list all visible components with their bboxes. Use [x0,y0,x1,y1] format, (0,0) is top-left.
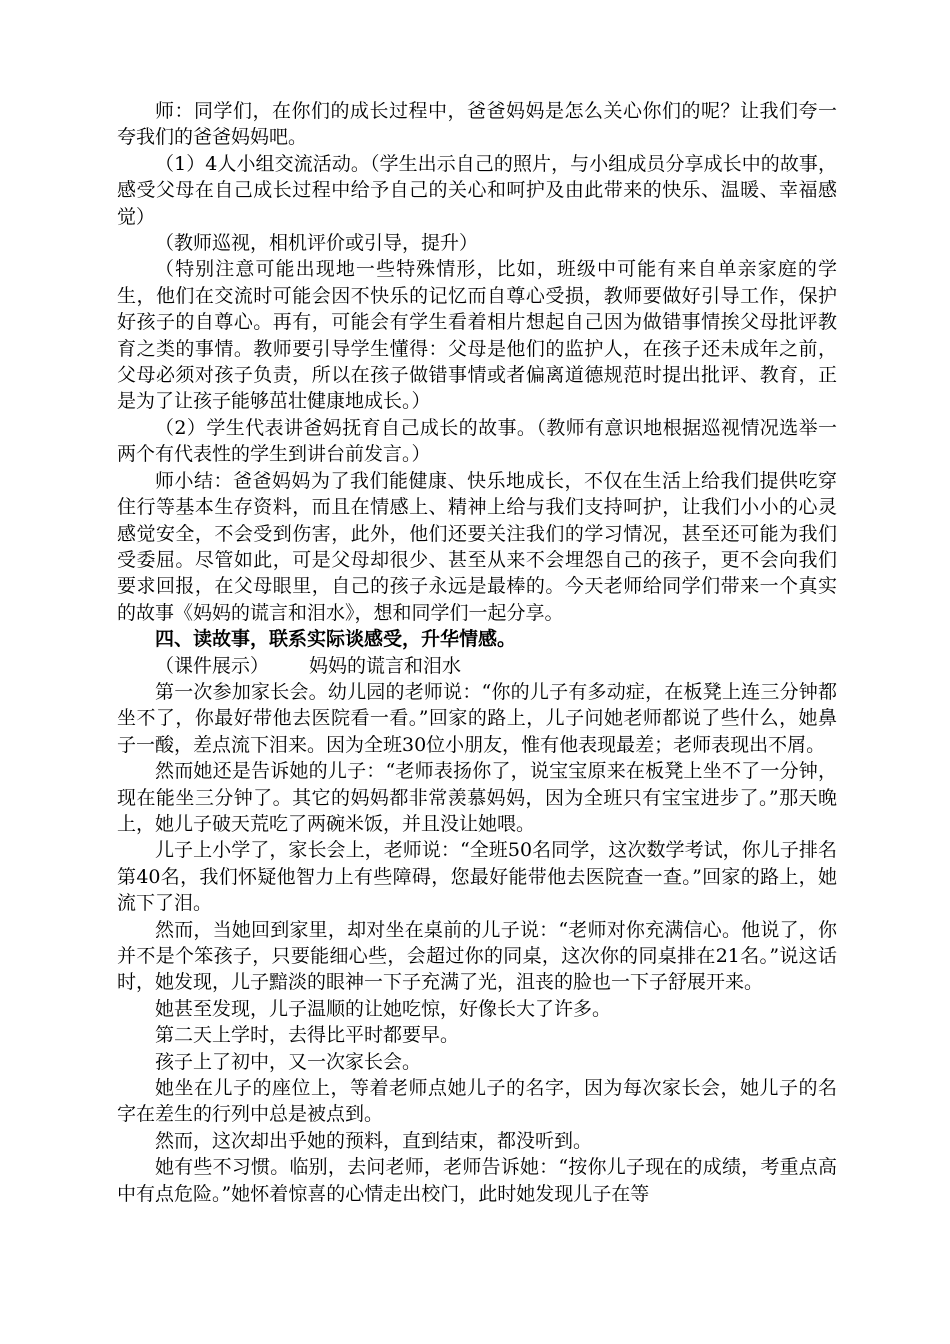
story-paragraph: 然而她还是告诉她的儿子：“老师表扬你了，说宝宝原来在板凳上坐不了一分钟，现在能坐三分钟了。其它的妈妈都非常羡慕妈妈，因为全班只有宝宝进步了。”那天晚上，她儿子破天荒吃了两碗米饭，并且没让她喂。 [117,760,837,835]
paragraph-teacher-summary: 师小结：爸爸妈妈为了我们能健康、快乐地成长，不仅在生活上给我们提供吃穿住行等基本生存资料，而且在情感上、精神上给与我们支持呵护，让我们小小的心灵感觉安全，不会受到伤害，此外，他们还要关注我们的学习情况，甚至还可能为我们受委屈。尽管如此，可是父母却很少、甚至从来不会埋怨自己的孩子，更不会向我们要求回报，在父母眼里，自己的孩子永远是最棒的。今天老师给同学们带来一个真实的故事《妈妈的谎言和泪水》，想和同学们一起分享。 [117,469,837,624]
story-title: 妈妈的谎言和泪水 [309,654,462,677]
section-heading: 四、读故事，联系实际谈感受，升华情感。 [155,628,517,651]
story-paragraph: 第二天上学时，去得比平时都要早。 [155,1024,460,1047]
story-paragraph: 然而，这次却出乎她的预料，直到结束，都没听到。 [155,1129,593,1152]
paragraph-student-story: （2）学生代表讲爸妈抚育自己成长的故事。（教师有意识地根据巡视情况选举一两个有代表性的学生到讲台前发言。） [117,416,837,466]
story-paragraph: 第一次参加家长会。幼儿园的老师说：“你的儿子有多动症，在板凳上连三分钟都坐不了，你最好带他去医院看一看。”回家的路上，儿子问她老师都说了些什么，她鼻子一酸，差点流下泪来。因为全班30位小朋友，惟有他表现最差；老师表现出不屑。 [117,680,837,756]
courseware-line [117,653,837,679]
story-paragraph: 她坐在儿子的座位上，等着老师点她儿子的名字，因为每次家长会，她儿子的名字在差生的行列中总是被点到。 [117,1077,837,1126]
story-paragraph: 她有些不习惯。临别，去问老师，老师告诉她：“按你儿子现在的成绩，考重点高中有点危险。”她怀着惊喜的心情走出校门，此时她发现儿子在等 [117,1156,837,1205]
story-paragraph: 孩子上了初中，又一次家长会。 [155,1050,422,1073]
paragraph-special-note: （特别注意可能出现地一些特殊情形，比如，班级中可能有来自单亲家庭的学生，他们在交流时可能会因不快乐的记忆而自尊心受损，教师要做好引导工作，保护好孩子的自尊心。再有，可能会有学生看着相片想起自己因为做错事情挨父母批评教育之类的事情。教师要引导学生懂得：父母是他们的监护人，在孩子还未成年之前，父母必须对孩子负责，所以在孩子做错事情或者偏离道德规范时提出批评、教育，正是为了让孩子能够茁壮健康地成长。） [117,258,837,413]
paragraph-teacher-patrol: （教师巡视，相机评价或引导，提升） [155,232,479,255]
paragraph-group-activity: （1）4人小组交流活动。（学生出示自己的照片，与小组成员分享成长中的故事，感受父母在自己成长过程中给予自己的关心和呵护及由此带来的快乐、温暖、幸福感觉） [117,152,837,228]
story-paragraph: 她甚至发现，儿子温顺的让她吃惊，好像长大了许多。 [155,997,612,1020]
story-paragraph: 儿子上小学了，家长会上，老师说：“全班50名同学，这次数学考试，你儿子排名第40名，我们怀疑他智力上有些障碍，您最好能带他去医院查一查。”回家的路上，她流下了泪。 [117,839,837,915]
paragraph-teacher-question: 师：同学们，在你们的成长过程中，爸爸妈妈是怎么关心你们的呢？让我们夸一夸我们的爸爸妈妈吧。 [117,100,837,149]
story-paragraph: 然而，当她回到家里，却对坐在桌前的儿子说：“老师对你充满信心。他说了，你并不是个笨孩子，只要能细心些，会超过你的同桌，这次你的同桌排在21名。”说这话时，她发现，儿子黯淡的眼神一下子充满了光，沮丧的脸也一下子舒展开来。 [117,918,837,994]
document-page [117,98,837,1207]
courseware-label: （课件展示） [155,654,270,677]
